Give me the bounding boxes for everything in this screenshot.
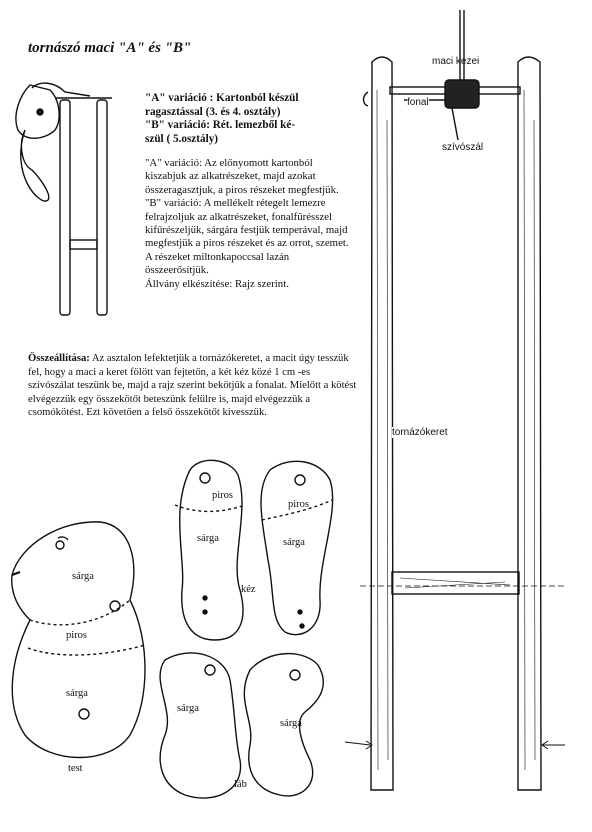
- desc-stand: Állvány elkészítése: Rajz szerint.: [145, 277, 289, 290]
- assembly-instructions: [28, 352, 358, 420]
- bear-hands-on-bar: [364, 10, 480, 140]
- label-body-sarga-top: sárga: [72, 571, 94, 582]
- desc-fastening: A részeket miltonkapoccsal lazán összeerősítjük.: [145, 250, 290, 277]
- label-hand2-piros: piros: [288, 499, 309, 510]
- frame-lower-bar: [360, 572, 565, 594]
- label-hand1-sarga: sárga: [197, 533, 219, 544]
- variants-summary: [145, 92, 335, 146]
- variant-a-line1: "A" variáció : Kartonból készül: [145, 92, 299, 104]
- variant-a-line2: ragasztással (3. és 4. osztály): [145, 105, 281, 118]
- label-szivoszal: szívószál: [442, 142, 484, 153]
- page-title: tornászó maci "A" és "B": [28, 40, 192, 56]
- desc-variant-a: "A" variáció: Az előnyomott kartonból kiszabjuk az alkatrészeket, majd azokat összeragasztjuk, a piros részeket megfestjük.: [145, 157, 339, 196]
- assembly-text: Az asztalon lefektetjük a tornázókeretet, a macit úgy tesszük fel, hogy a maci a keret fölött van fejtetőn, a két kéz közé 1 cm -es szívószálat teszünk be, majd a rajz szerint bekötjük a fonalat. Mielőtt a kötést elvégezzük egy összekötőt beteszünk felülre is, majd elvégezzük a csomókötést. Ezt követően a felső összekötőt kivesszük.: [28, 353, 357, 419]
- variants-description: [145, 157, 350, 291]
- label-body-piros: piros: [66, 630, 87, 641]
- frame-left-upright: [371, 57, 393, 790]
- part-leg-left: [160, 653, 240, 798]
- label-leg2-sarga: sárga: [280, 718, 302, 729]
- mini-ladder-illustration: [16, 83, 112, 315]
- assembly-heading: Összeállítása:: [28, 353, 90, 364]
- frame-right-upright: [518, 57, 541, 790]
- label-test: test: [68, 763, 83, 774]
- label-leg1-sarga: sárga: [177, 703, 199, 714]
- label-maci-kezei: maci kezei: [432, 56, 480, 67]
- variant-b-line1: "B" variáció: Rét. lemezből ké-: [145, 119, 296, 131]
- variant-b-line2: szül ( 5.osztály): [145, 132, 219, 145]
- label-fonal: fonal: [407, 97, 429, 108]
- label-hand2-sarga: sárga: [283, 537, 305, 548]
- part-hand-left: [175, 460, 245, 640]
- label-body-sarga-bottom: sárga: [66, 688, 88, 699]
- label-kez: kéz: [241, 584, 256, 595]
- label-tornazokeret: tornázókeret: [392, 427, 448, 438]
- label-hand1-piros: piros: [212, 490, 233, 501]
- desc-variant-b: "B" variáció: A mellékelt rétegelt lemezre felrajzoljuk az alkatrészeket, fonalfűrésszel kifűrészeljük, sárgára festjük temperával, majd megfestjük a piros részeket és az orrot, szemet.: [145, 197, 349, 250]
- label-lab: láb: [234, 779, 247, 790]
